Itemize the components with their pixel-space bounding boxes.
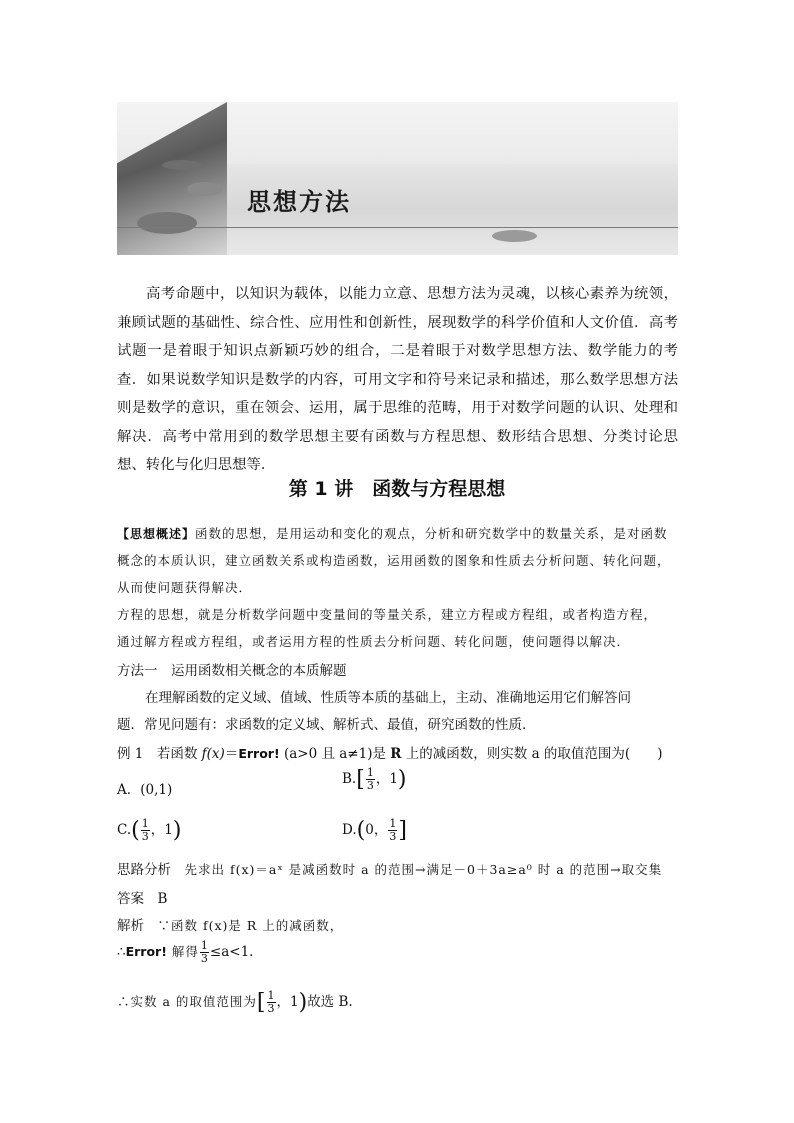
option-b-label: B. bbox=[342, 771, 357, 787]
analysis-text: 先求出 f(x)＝aˣ 是减函数时 a 的范围→满足－0＋3a≥a⁰ 时 a 的范围→取交集 bbox=[184, 862, 663, 877]
left-bracket: [ bbox=[256, 990, 266, 1015]
method-text-1: 在理解函数的定义域、值域、性质等本质的基础上，主动、准确地运用它们解答问 bbox=[145, 690, 631, 706]
option-c-label: C. bbox=[117, 822, 132, 838]
example-prefix: 例 1 若函数 bbox=[117, 746, 202, 762]
fraction-one-third bbox=[200, 940, 209, 965]
function-expr: f(x) bbox=[201, 746, 225, 762]
inequality: ≤a<1. bbox=[209, 944, 254, 960]
fraction-one-third bbox=[267, 990, 276, 1015]
option-c bbox=[117, 818, 181, 843]
example-question bbox=[117, 742, 662, 762]
example-condition: (a>0 且 a≠1)是 bbox=[279, 746, 391, 762]
equals-sign: ＝ bbox=[224, 746, 239, 762]
denominator: 3 bbox=[200, 952, 208, 965]
left-paren: ( bbox=[356, 818, 366, 843]
fraction-one-third bbox=[366, 767, 375, 792]
overview-line-3: 从而使问题获得解决． bbox=[117, 580, 253, 595]
banner-rock bbox=[137, 212, 197, 234]
answer-line bbox=[117, 887, 167, 907]
overview-line-2: 概念的本质认识，建立函数关系或构造函数，运用函数的图象和性质去分析问题、转化问题， bbox=[117, 553, 671, 568]
fraction-one-third bbox=[388, 818, 397, 843]
final-choice: 故选 B. bbox=[307, 994, 353, 1010]
option-d-label: D. bbox=[342, 822, 357, 838]
comma: ， bbox=[375, 771, 390, 787]
right-paren: ) bbox=[172, 818, 182, 843]
denominator: 3 bbox=[141, 830, 149, 843]
example-suffix: 上的减函数，则实数 a 的取值范围为( ) bbox=[401, 746, 663, 762]
denominator: 3 bbox=[389, 830, 397, 843]
comma: ， bbox=[373, 822, 388, 838]
solution-text: ∵函数 f(x)是 R 上的减函数， bbox=[157, 918, 344, 933]
analysis-label: 思路分析 bbox=[117, 862, 171, 878]
analysis-line bbox=[117, 858, 662, 878]
page-title: 思想方法 bbox=[247, 188, 351, 216]
answer-label: 答案 bbox=[117, 891, 144, 907]
left-paren: ( bbox=[131, 818, 140, 843]
error-placeholder: Error! bbox=[125, 944, 167, 959]
method-heading: 方法一 运用函数相关概念的本质解题 bbox=[117, 663, 347, 679]
solve-text: 解得 bbox=[166, 944, 199, 959]
comma: ， bbox=[150, 822, 165, 838]
overview-text: 函数的思想，是用运动和变化的观点，分析和研究数学中的数量关系，是对函数 bbox=[195, 526, 668, 541]
numerator: 1 bbox=[267, 989, 275, 1002]
answer-value: B bbox=[157, 891, 168, 907]
lower-bound: 0 bbox=[365, 822, 374, 838]
error-placeholder: Error! bbox=[238, 746, 280, 761]
numerator: 1 bbox=[141, 817, 149, 830]
banner-rock bbox=[162, 160, 202, 170]
left-bracket: [ bbox=[356, 767, 365, 792]
solution-label: 解析 bbox=[117, 918, 144, 934]
numerator: 1 bbox=[366, 766, 374, 779]
denominator: 3 bbox=[366, 779, 374, 792]
overview-line-1 bbox=[117, 524, 668, 542]
therefore-symbol: ∴ bbox=[117, 944, 126, 960]
denominator: 3 bbox=[267, 1002, 275, 1015]
solution-line-2 bbox=[117, 940, 253, 965]
method-text-2: 题．常见问题有：求函数的定义域、解析式、最值，研究函数的性质． bbox=[117, 717, 536, 733]
lecture-title: 第 1 讲 函数与方程思想 bbox=[288, 478, 506, 500]
banner-divider bbox=[117, 227, 678, 228]
upper-bound: 1 bbox=[164, 822, 173, 838]
header-banner bbox=[117, 102, 678, 255]
overview-line-5: 通过解方程或方程组，或者运用方程的性质去分析问题、转化问题，使问题得以解决． bbox=[117, 634, 631, 649]
option-a: A．(0,1) bbox=[117, 782, 173, 798]
right-paren: ) bbox=[397, 767, 407, 792]
intro-paragraph: 高考命题中，以知识为载体，以能力立意、思想方法为灵魂，以核心素养为统领，兼顾试题的基础性、综合性、应用性和创新性，展现数学的科学价值和人文价值．高考试题一是着眼于知识点新颖巧妙的组合，二是着眼于对数学思想方法、数学能力的考查．如果说数学知识是数学的内容，可用文字和符号来记录和描述，那么数学思想方法则是数学的意识，重在领会、运用，属于思维的范畴，用于对数学问题的认识、处理和解决．高考中常用到的数学思想主要有函数与方程思想、数形结合思想、分类讨论思想、转化与化归思想等． bbox=[117, 286, 678, 473]
banner-rock bbox=[187, 182, 223, 196]
overview-line-4: 方程的思想，就是分析数学问题中变量间的等量关系，建立方程或方程组，或者构造方程， bbox=[117, 607, 658, 622]
numerator: 1 bbox=[200, 939, 208, 952]
final-text: ∴实数 a 的取值范围为 bbox=[117, 994, 257, 1009]
fraction-one-third bbox=[141, 818, 150, 843]
overview-label: 【思想概述】 bbox=[117, 527, 196, 541]
option-d bbox=[342, 818, 407, 843]
upper-bound: 1 bbox=[290, 994, 299, 1010]
option-b bbox=[342, 767, 407, 792]
solution-line-3 bbox=[117, 990, 353, 1015]
real-set: R bbox=[390, 746, 402, 762]
numerator: 1 bbox=[389, 817, 397, 830]
right-paren: ) bbox=[298, 990, 308, 1015]
solution-line-1 bbox=[117, 914, 343, 934]
right-bracket: ] bbox=[398, 818, 407, 843]
comma: ， bbox=[276, 994, 290, 1010]
upper-bound: 1 bbox=[389, 771, 398, 787]
banner-rock bbox=[492, 230, 537, 242]
